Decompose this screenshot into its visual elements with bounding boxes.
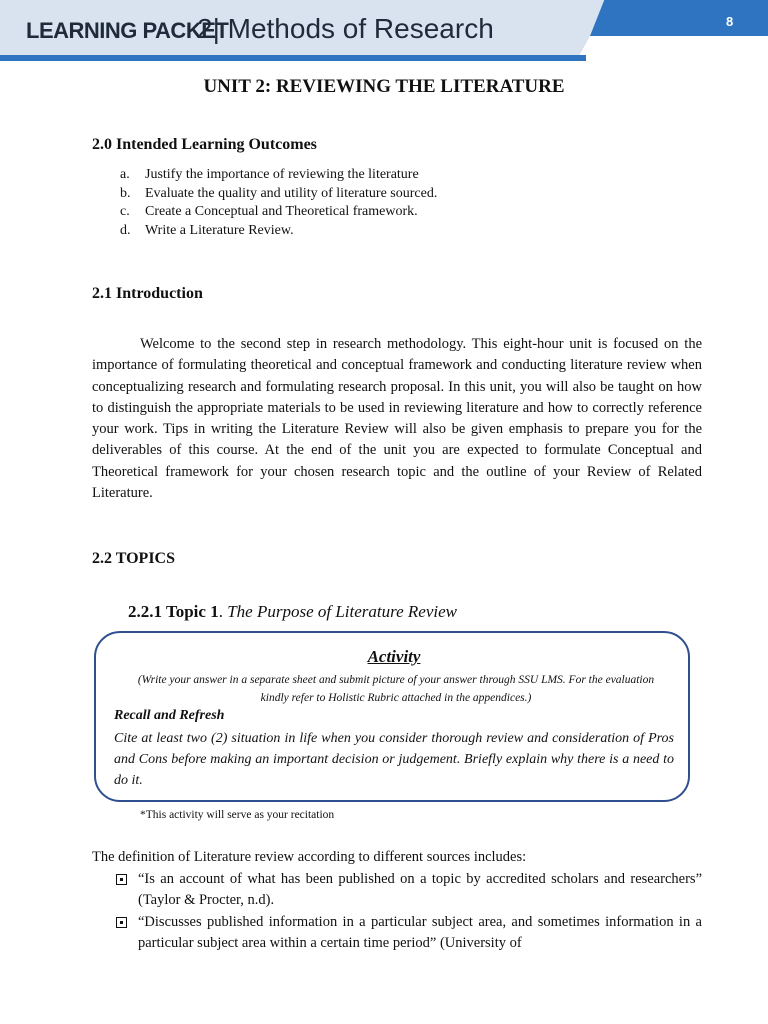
header-underline xyxy=(0,55,586,61)
topic1-heading xyxy=(128,602,457,622)
topic1-title: The Purpose of Literature Review xyxy=(227,602,457,621)
list-item xyxy=(116,912,702,954)
square-bullet-icon xyxy=(116,917,127,928)
list-item-text: “Is an account of what has been published on a topic by accredited scholars and researchers” (Taylor & Procter, n.d). xyxy=(138,871,702,908)
list-item xyxy=(120,203,437,222)
list-marker: d. xyxy=(120,222,131,238)
list-item xyxy=(120,185,437,204)
list-item xyxy=(120,222,437,241)
header-title: 2| Methods of Research xyxy=(197,13,494,44)
header-brand: LEARNING PACKET xyxy=(26,18,229,43)
unit-title: UNIT 2: REVIEWING THE LITERATURE xyxy=(203,76,565,97)
activity-box xyxy=(94,631,690,802)
list-item xyxy=(116,869,702,911)
definitions-list xyxy=(116,869,702,955)
introduction-heading: 2.1 Introduction xyxy=(92,285,203,302)
outcomes-heading: 2.0 Intended Learning Outcomes xyxy=(92,136,317,153)
page-number: 8 xyxy=(726,14,734,29)
activity-body: Cite at least two (2) situation in life when you consider thorough review and consideration of Pros and Cons before making an important decision or judgement. Briefly explain why there is a need to do it. xyxy=(114,731,674,788)
outcomes-list xyxy=(120,166,437,240)
header-page-tab xyxy=(590,0,768,36)
list-marker: a. xyxy=(120,167,130,182)
list-item xyxy=(120,166,437,185)
list-marker: b. xyxy=(120,185,131,201)
square-bullet-icon xyxy=(116,874,127,885)
topics-heading: 2.2 TOPICS xyxy=(92,550,175,567)
list-item-text: Write a Literature Review. xyxy=(145,222,294,238)
list-item-text: Evaluate the quality and utility of literature sourced. xyxy=(145,185,438,201)
list-item-text: Justify the importance of reviewing the literature xyxy=(145,167,419,182)
topic1-separator: . xyxy=(218,602,228,621)
topic1-label: 2.2.1 Topic 1 xyxy=(128,602,219,621)
definitions-intro: The definition of Literature review according to different sources includes: xyxy=(92,849,527,865)
activity-instructions: (Write your answer in a separate sheet and submit picture of your answer through SSU LMS. For the evaluation kindly refer to Holistic Rubric attached in the appendices.) xyxy=(137,674,655,704)
list-marker: c. xyxy=(120,204,130,219)
list-item-text: “Discusses published information in a particular subject area, and sometimes information in a particular subject area within a certain time period” (University of xyxy=(138,914,702,951)
activity-note: *This activity will serve as your recitation xyxy=(140,809,335,821)
list-item-text: Create a Conceptual and Theoretical framework. xyxy=(145,204,418,219)
activity-subheading: Recall and Refresh xyxy=(114,708,225,723)
introduction-paragraph: Welcome to the second step in research methodology. This eight-hour unit is focused on the importance of formulating theoretical and conceptual framework and conducting literature review when conceptualizing research and formulating research proposal. In this unit, you will also be taught on how to distinguish the appropriate materials to be used in reviewing literature and how to correctly reference your work. Tips in writing the Literature Review will also be given emphasis to prepare you for the deliverables of this course. At the end of the unit you are expected to formulate Conceptual and Theoretical framework for your chosen research topic and the outline of your Review of Related Literature. xyxy=(92,336,702,502)
activity-title: Activity xyxy=(367,647,421,666)
